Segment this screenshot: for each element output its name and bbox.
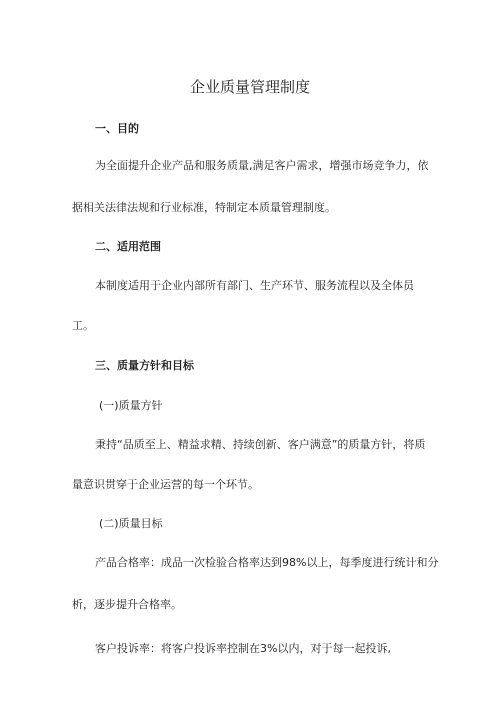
section-heading-policy: 三、质量方针和目标 (95, 359, 194, 372)
paragraph-line: 客户投诉率：将客户投诉率控制在3%以内，对于每一起投诉, (95, 642, 391, 655)
paragraph-line: 量意识贯穿于企业运营的每一个环节。 (72, 478, 259, 491)
section-heading-purpose: 一、目的 (95, 122, 139, 135)
subsection-heading: (二)质量目标 (99, 517, 163, 530)
paragraph-line: 析，逐步提升合格率。 (72, 598, 182, 611)
paragraph-line: 秉持“品质至上、精益求精、持续创新、客户满意”的质量方针，将质 (95, 438, 426, 451)
subsection-heading: (一)质量方针 (99, 399, 163, 412)
document-title: 企业质量管理制度 (189, 78, 310, 96)
paragraph-line: 据相关法律法规和行业标准，特制定本质量管理制度。 (72, 201, 336, 214)
section-heading-scope: 二、适用范围 (95, 240, 161, 253)
paragraph-line: 工。 (72, 319, 94, 332)
paragraph-line: 为全面提升企业产品和服务质量,满足客户需求，增强市场竞争力，依 (95, 159, 429, 172)
paragraph-line: 本制度适用于企业内部所有部门、生产环节、服务流程以及全体员 (95, 279, 414, 292)
paragraph-line: 产品合格率：成品一次检验合格率达到98%以上，每季度进行统计和分 (95, 556, 439, 569)
